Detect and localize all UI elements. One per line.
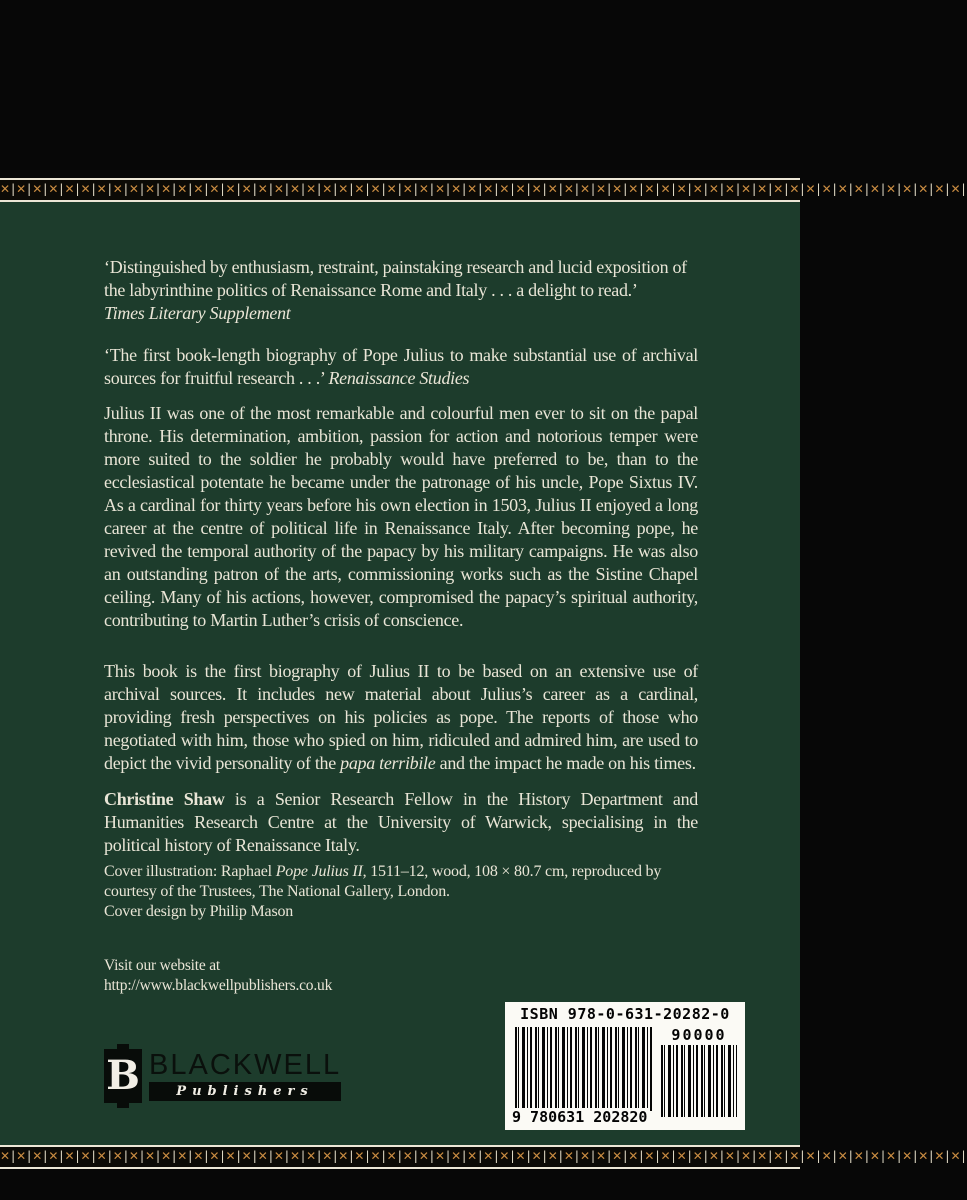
ornament-border-top: ✕|✕|✕|✕|✕|✕|✕|✕|✕|✕|✕|✕|✕|✕|✕|✕|✕|✕|✕|✕|✕|✕|✕|✕|✕|✕|✕|✕|✕|✕|✕|✕|✕|✕|✕|✕|✕|✕|✕|✕|✕|✕|✕|✕|✕|✕|✕|✕|✕|✕|✕|✕|✕|✕|✕|✕|✕|✕|✕|✕| bbox=[0, 178, 800, 202]
barcode-main bbox=[515, 1027, 655, 1111]
isbn-label: ISBN 978-0-631-20282-0 bbox=[520, 1005, 730, 1023]
publisher-wordmark: BLACKWELL bbox=[149, 1049, 342, 1081]
synopsis-paragraph-2: This book is the first biography of Julius II to be based on an extensive use of archival sources. It includes new material about Julius’s career as a cardinal, providing fresh perspectives on his policies as pope. The reports of those who negotiated with him, those who spied on him, ridiculed and admired him, are used to depict the vivid personality of the papa terribile and the impact he made on his times. bbox=[104, 661, 698, 773]
publisher-monogram: B bbox=[104, 1049, 142, 1103]
publisher-logo-text bbox=[149, 1049, 341, 1101]
review-quote-1-source: Times Literary Supplement bbox=[104, 303, 291, 323]
ean-digits: 9 780631 202820 bbox=[509, 1108, 650, 1126]
website-note bbox=[104, 956, 698, 996]
publisher-imprint: Publishers bbox=[176, 1084, 314, 1099]
publisher-logo bbox=[104, 1049, 341, 1103]
website-note-line: Visit our website at bbox=[104, 957, 221, 974]
review-quote-1 bbox=[104, 256, 698, 325]
review-quote-1-text: ‘Distinguished by enthusiasm, restraint, painstaking research and lucid exposition of the labyrinthine politics of Renaissance Rome and Italy . . . a delight to read.’ bbox=[104, 257, 687, 300]
website-url: http://www.blackwellpublishers.co.uk bbox=[104, 977, 333, 994]
barcode-supplement-group bbox=[661, 1026, 737, 1117]
cover-illustration-credit: Cover illustration: Raphael Pope Julius II, 1511–12, wood, 108 × 80.7 cm, reproduced by courtesy of the Trustees, The National Gallery, London. bbox=[104, 863, 662, 900]
synopsis-paragraph-1: Julius II was one of the most remarkable and colourful men ever to sit on the papal throne. His determination, ambition, passion for action and notorious temper were more suited to the soldier he probably would have preferred to be, than to the ecclesiastical potentate he became under the patronage of his uncle, Pope Sixtus IV. As a cardinal for thirty years before his own election in 1503, Julius II enjoyed a long career at the centre of political life in Renaissance Italy. After becoming pope, he revived the temporal authority of the papacy by his military campaigns. He was also an outstanding patron of the arts, commissioning works such as the Sistine Chapel ceiling. Many of his actions, however, compromised the papacy’s spiritual authority, contributing to Martin Luther’s crisis of conscience. bbox=[104, 403, 698, 630]
price-code: 90000 bbox=[671, 1026, 727, 1044]
publisher-imprint-bar bbox=[149, 1082, 341, 1101]
author-bio: Christine Shaw is a Senior Research Fellow in the History Department and Humanities Research Centre at the University of Warwick, specialising in the political history of Renaissance Italy. bbox=[104, 789, 699, 855]
isbn-box bbox=[505, 1002, 745, 1130]
ornament-border-bottom: ✕|✕|✕|✕|✕|✕|✕|✕|✕|✕|✕|✕|✕|✕|✕|✕|✕|✕|✕|✕|✕|✕|✕|✕|✕|✕|✕|✕|✕|✕|✕|✕|✕|✕|✕|✕|✕|✕|✕|✕|✕|✕|✕|✕|✕|✕|✕|✕|✕|✕|✕|✕|✕|✕|✕|✕|✕|✕|✕|✕| bbox=[0, 1145, 800, 1169]
review-quote-2: ‘The first book-length biography of Pope Julius to make substantial use of archival sources for fruitful research . . .’ Renaissance Studies bbox=[104, 345, 698, 388]
barcode-supplement bbox=[661, 1045, 737, 1117]
cover-design-credit: Cover design by Philip Mason bbox=[104, 903, 294, 920]
cover-credit bbox=[104, 862, 698, 922]
